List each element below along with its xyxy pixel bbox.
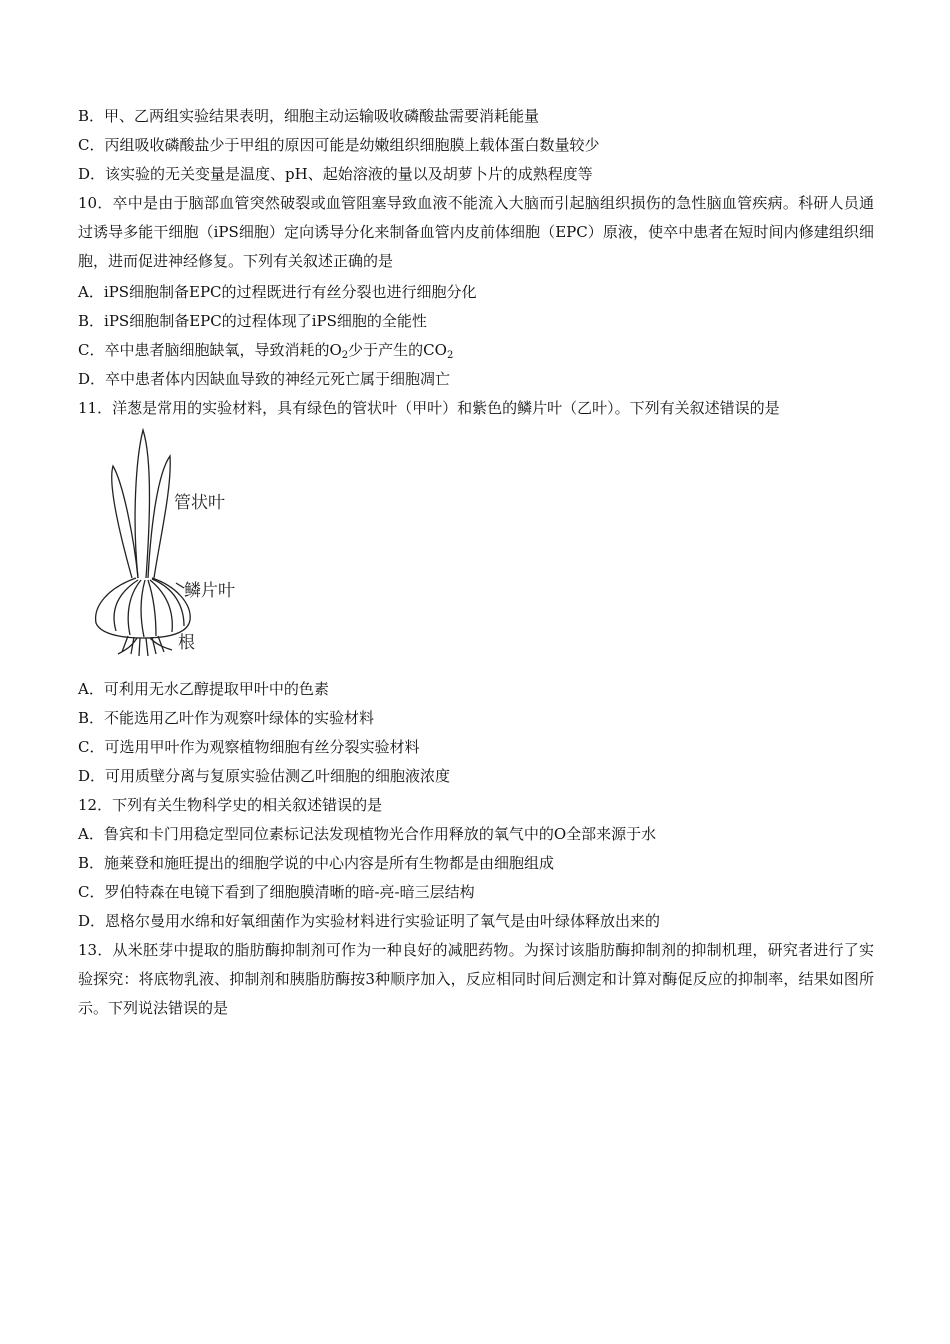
scale-leaf-pointer xyxy=(176,583,184,588)
q12-option-c: C．罗伯特森在电镜下看到了细胞膜清晰的暗-亮-暗三层结构 xyxy=(78,883,475,901)
q10-option-a: A．iPS细胞制备EPC的过程既进行有丝分裂也进行细胞分化 xyxy=(78,283,477,301)
q10-option-d: D．卒中患者体内因缺血导致的神经元死亡属于细胞凋亡 xyxy=(78,370,451,388)
q13-stem: 13．从米胚芽中提取的脂肪酶抑制剂可作为一种良好的减肥药物。为探讨该脂肪酶抑制剂的抑制机理，研究者进行了实验探究：将底物乳液、抑制剂和胰脂肪酶按3种顺序加入，反应相同时间后测定和计算对酶促反应的抑制率，结果如图所示。下列说法错误的是 xyxy=(78,941,874,1017)
q12-option-d: D．恩格尔曼用水绵和好氧细菌作为实验材料进行实验证明了氧气是由叶绿体释放出来的 xyxy=(78,912,661,930)
q11-option-c: C．可选用甲叶作为观察植物细胞有丝分裂实验材料 xyxy=(78,738,420,756)
q12-stem: 12．下列有关生物科学史的相关叙述错误的是 xyxy=(78,796,383,814)
onion-drawing xyxy=(88,428,268,660)
tube-leaf-middle xyxy=(135,430,149,578)
q9-option-d: D．该实验的无关变量是温度、pH、起始溶液的量以及胡萝卜片的成熟程度等 xyxy=(78,165,593,183)
q10-option-b: B．iPS细胞制备EPC的过程体现了iPS细胞的全能性 xyxy=(78,312,427,330)
q11-option-b: B．不能选用乙叶作为观察叶绿体的实验材料 xyxy=(78,709,375,727)
onion-diagram xyxy=(88,428,268,660)
label-tube-leaf: 管状叶 xyxy=(174,493,225,513)
q12-option-a: A．鲁宾和卡门用稳定型同位素标记法发现植物光合作用释放的氧气中的O全部来源于水 xyxy=(78,825,657,843)
q12-option-b: B．施莱登和施旺提出的细胞学说的中心内容是所有生物都是由细胞组成 xyxy=(78,854,555,872)
label-scale-leaf: 鳞片叶 xyxy=(184,581,235,601)
label-root: 根 xyxy=(178,633,195,653)
q10-option-c-part1: C．卒中患者脑细胞缺氧，导致消耗的O xyxy=(78,341,342,359)
q10-option-c xyxy=(78,340,453,366)
q11-stem: 11．洋葱是常用的实验材料，具有绿色的管状叶（甲叶）和紫色的鳞片叶（乙叶）。下列有关叙述错误的是 xyxy=(78,399,780,417)
q9-option-c: C．丙组吸收磷酸盐少于甲组的原因可能是幼嫩组织细胞膜上载体蛋白数量较少 xyxy=(78,136,600,154)
tube-leaf-right xyxy=(148,456,170,578)
q10-stem: 10．卒中是由于脑部血管突然破裂或血管阻塞导致血液不能流入大脑而引起脑组织损伤的急性脑血管疾病。科研人员通过诱导多能干细胞（iPS细胞）定向诱导分化来制备血管内皮前体细胞（EPC）原液，使卒中患者在短时间内修建组织细胞，进而促进神经修复。下列有关叙述正确的是 xyxy=(78,194,874,270)
q11-option-d: D．可用质壁分离与复原实验估测乙叶细胞的细胞液浓度 xyxy=(78,767,451,785)
q10-option-c-sub2: 2 xyxy=(446,350,454,361)
q11-option-a: A．可利用无水乙醇提取甲叶中的色素 xyxy=(78,680,329,698)
q10-option-c-part2: 少于产生的CO xyxy=(348,341,447,359)
q9-option-b: B．甲、乙两组实验结果表明，细胞主动运输吸收磷酸盐需要消耗能量 xyxy=(78,107,540,125)
q10-option-c-sub1: 2 xyxy=(341,350,349,361)
tube-leaf-left xyxy=(112,466,138,578)
roots xyxy=(118,636,172,656)
